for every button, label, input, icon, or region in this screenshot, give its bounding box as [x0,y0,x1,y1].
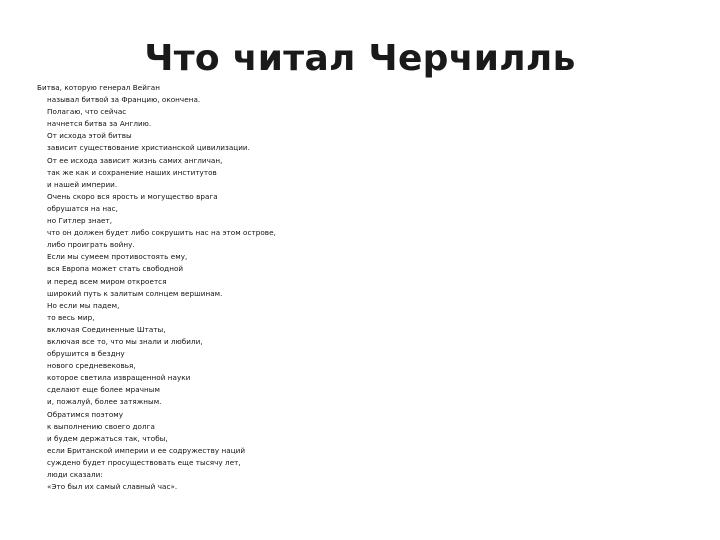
text-line: но Гитлер знает, [47,216,113,226]
text-line: включая все то, что мы знали и любили, [47,336,203,346]
text-line: Если мы сумеем противостоять ему, [47,252,188,262]
text-line: к выполнению своего долга [47,421,155,431]
text-line: то весь мир, [47,312,95,322]
text-line: суждено будет просуществовать еще тысячу лет, [47,457,241,467]
text-line: и перед всем миром откроется [47,276,167,286]
text-line: широкий путь к залитым солнцем вершинам. [47,288,223,298]
text-line: обрушатся на нас, [47,203,118,213]
slide-title: Что читал Черчилль [144,38,576,79]
text-line: Обратимся поэтому [47,409,124,419]
text-line: зависит существование христианской цивилизации. [47,143,250,153]
text-line: Полагаю, что сейчас [47,107,127,117]
text-line: которое светила извращенной науки [47,373,191,383]
text-line: сделают еще более мрачным [47,385,160,395]
text-line: люди сказали: [47,470,103,479]
speech-text [30,82,650,493]
text-line: От ее исхода зависит жизнь самих англичан, [47,155,223,165]
text-line: называл битвой за Францию, окончена. [47,95,201,105]
text-line: если Британской империи и ее содружеству наций [47,445,246,455]
text-line: так же как и сохранение наших институтов [47,167,217,177]
text-line: и нашей империи. [47,179,118,189]
text-line: Битва, которую генерал Вейган [37,83,160,92]
text-line: От исхода этой битвы [47,131,132,141]
text-line: «Это был их самый славный час». [47,482,178,492]
text-line: либо проиграть войну. [47,240,135,250]
text-line: что он должен будет либо сокрушить нас на этом острове, [47,228,276,238]
text-line: начнется битва за Англию. [47,119,152,129]
text-line: Но если мы падем, [47,300,120,310]
text-line: и будем держаться так, чтобы, [47,433,168,443]
text-line: и, пожалуй, более затяжным. [47,397,162,407]
text-line: Очень скоро вся ярость и могущество врага [47,191,218,201]
text-line: нового средневековья, [47,361,136,371]
text-line: включая Соединенные Штаты, [47,324,166,334]
text-line: обрушится в бездну [47,349,125,359]
text-line: вся Европа может стать свободной [47,264,184,274]
